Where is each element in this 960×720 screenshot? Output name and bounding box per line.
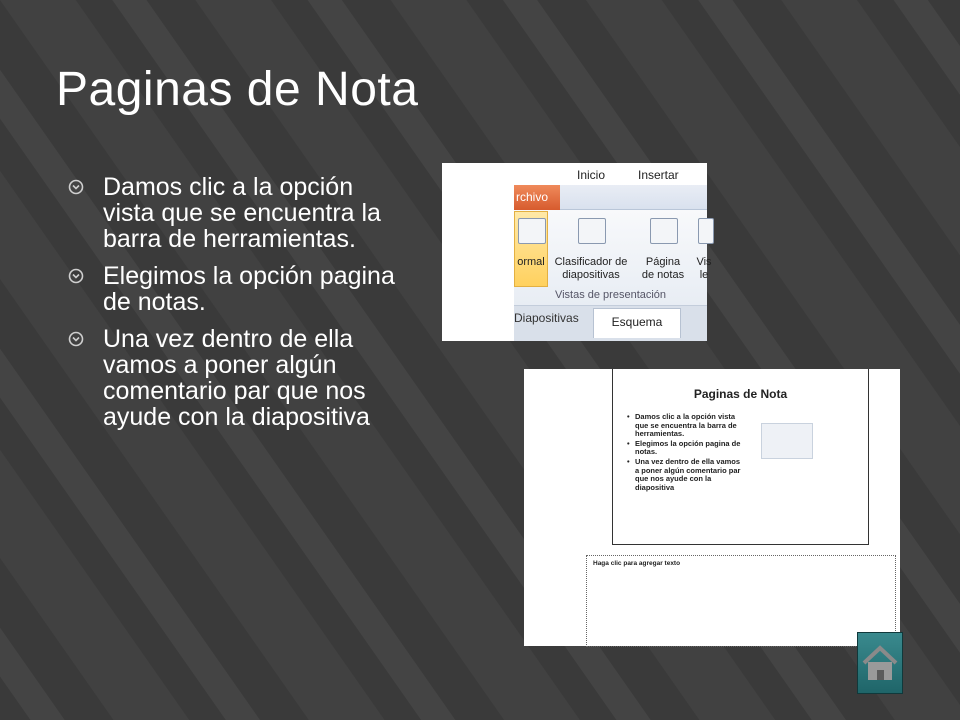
ribbon-screenshot bbox=[442, 163, 712, 341]
tab-diapositivas: Diapositivas bbox=[514, 311, 579, 325]
tab-archivo: rchivo bbox=[514, 185, 560, 210]
notes-page-icon bbox=[650, 218, 678, 244]
normal-view-label: ormal bbox=[517, 256, 545, 268]
bullet-item bbox=[68, 326, 408, 430]
notes-slide-thumbnail bbox=[612, 369, 869, 545]
bullet-item bbox=[68, 263, 408, 315]
slide-sorter-icon bbox=[578, 218, 606, 244]
bullet-list bbox=[68, 174, 408, 441]
notes-slide-bullet: • Damos clic a la opción vista que se encuentra la barra de herramientas. bbox=[627, 413, 745, 439]
circle-arrow-icon bbox=[68, 268, 84, 284]
notes-slide-bullet: • Una vez dentro de ella vamos a poner algún comentario par que nos ayude con la diapositiva bbox=[627, 458, 745, 492]
notes-page-label: Página de notas bbox=[641, 256, 685, 281]
reading-view-label: Vis le bbox=[696, 256, 712, 281]
circle-arrow-icon bbox=[68, 331, 84, 347]
notes-text-area[interactable] bbox=[586, 555, 896, 647]
bullet-text: Elegimos la opción pagina de notas. bbox=[103, 262, 395, 316]
reading-view-icon bbox=[698, 218, 714, 244]
bullet-text: Damos clic a la opción vista que se encuentra la barra de herramientas. bbox=[103, 173, 381, 253]
circle-arrow-icon bbox=[68, 179, 84, 195]
ribbon-mini-image bbox=[761, 423, 813, 459]
notes-slide-title: Paginas de Nota bbox=[693, 387, 788, 401]
notes-slide-bullets bbox=[627, 413, 745, 493]
normal-view-icon bbox=[518, 218, 546, 244]
notes-slide-bullet: • Elegimos la opción pagina de notas. bbox=[627, 440, 745, 457]
tab-inicio: Inicio bbox=[577, 168, 606, 182]
tab-esquema: Esquema bbox=[593, 308, 681, 338]
notes-placeholder: Haga clic para agregar texto bbox=[593, 560, 681, 567]
tab-insertar: Insertar bbox=[638, 168, 679, 182]
home-icon bbox=[858, 633, 902, 693]
slide-sorter-label: Clasificador de diapositivas bbox=[554, 256, 628, 281]
bullet-item bbox=[68, 174, 408, 252]
ribbon-group-label: Vistas de presentación bbox=[554, 289, 667, 301]
slide-title: Paginas de Nota bbox=[56, 63, 419, 116]
home-button[interactable] bbox=[857, 632, 903, 694]
notes-page-screenshot bbox=[524, 369, 900, 646]
bullet-text: Una vez dentro de ella vamos a poner algún comentario par que nos ayude con la diapositiva bbox=[103, 325, 370, 431]
